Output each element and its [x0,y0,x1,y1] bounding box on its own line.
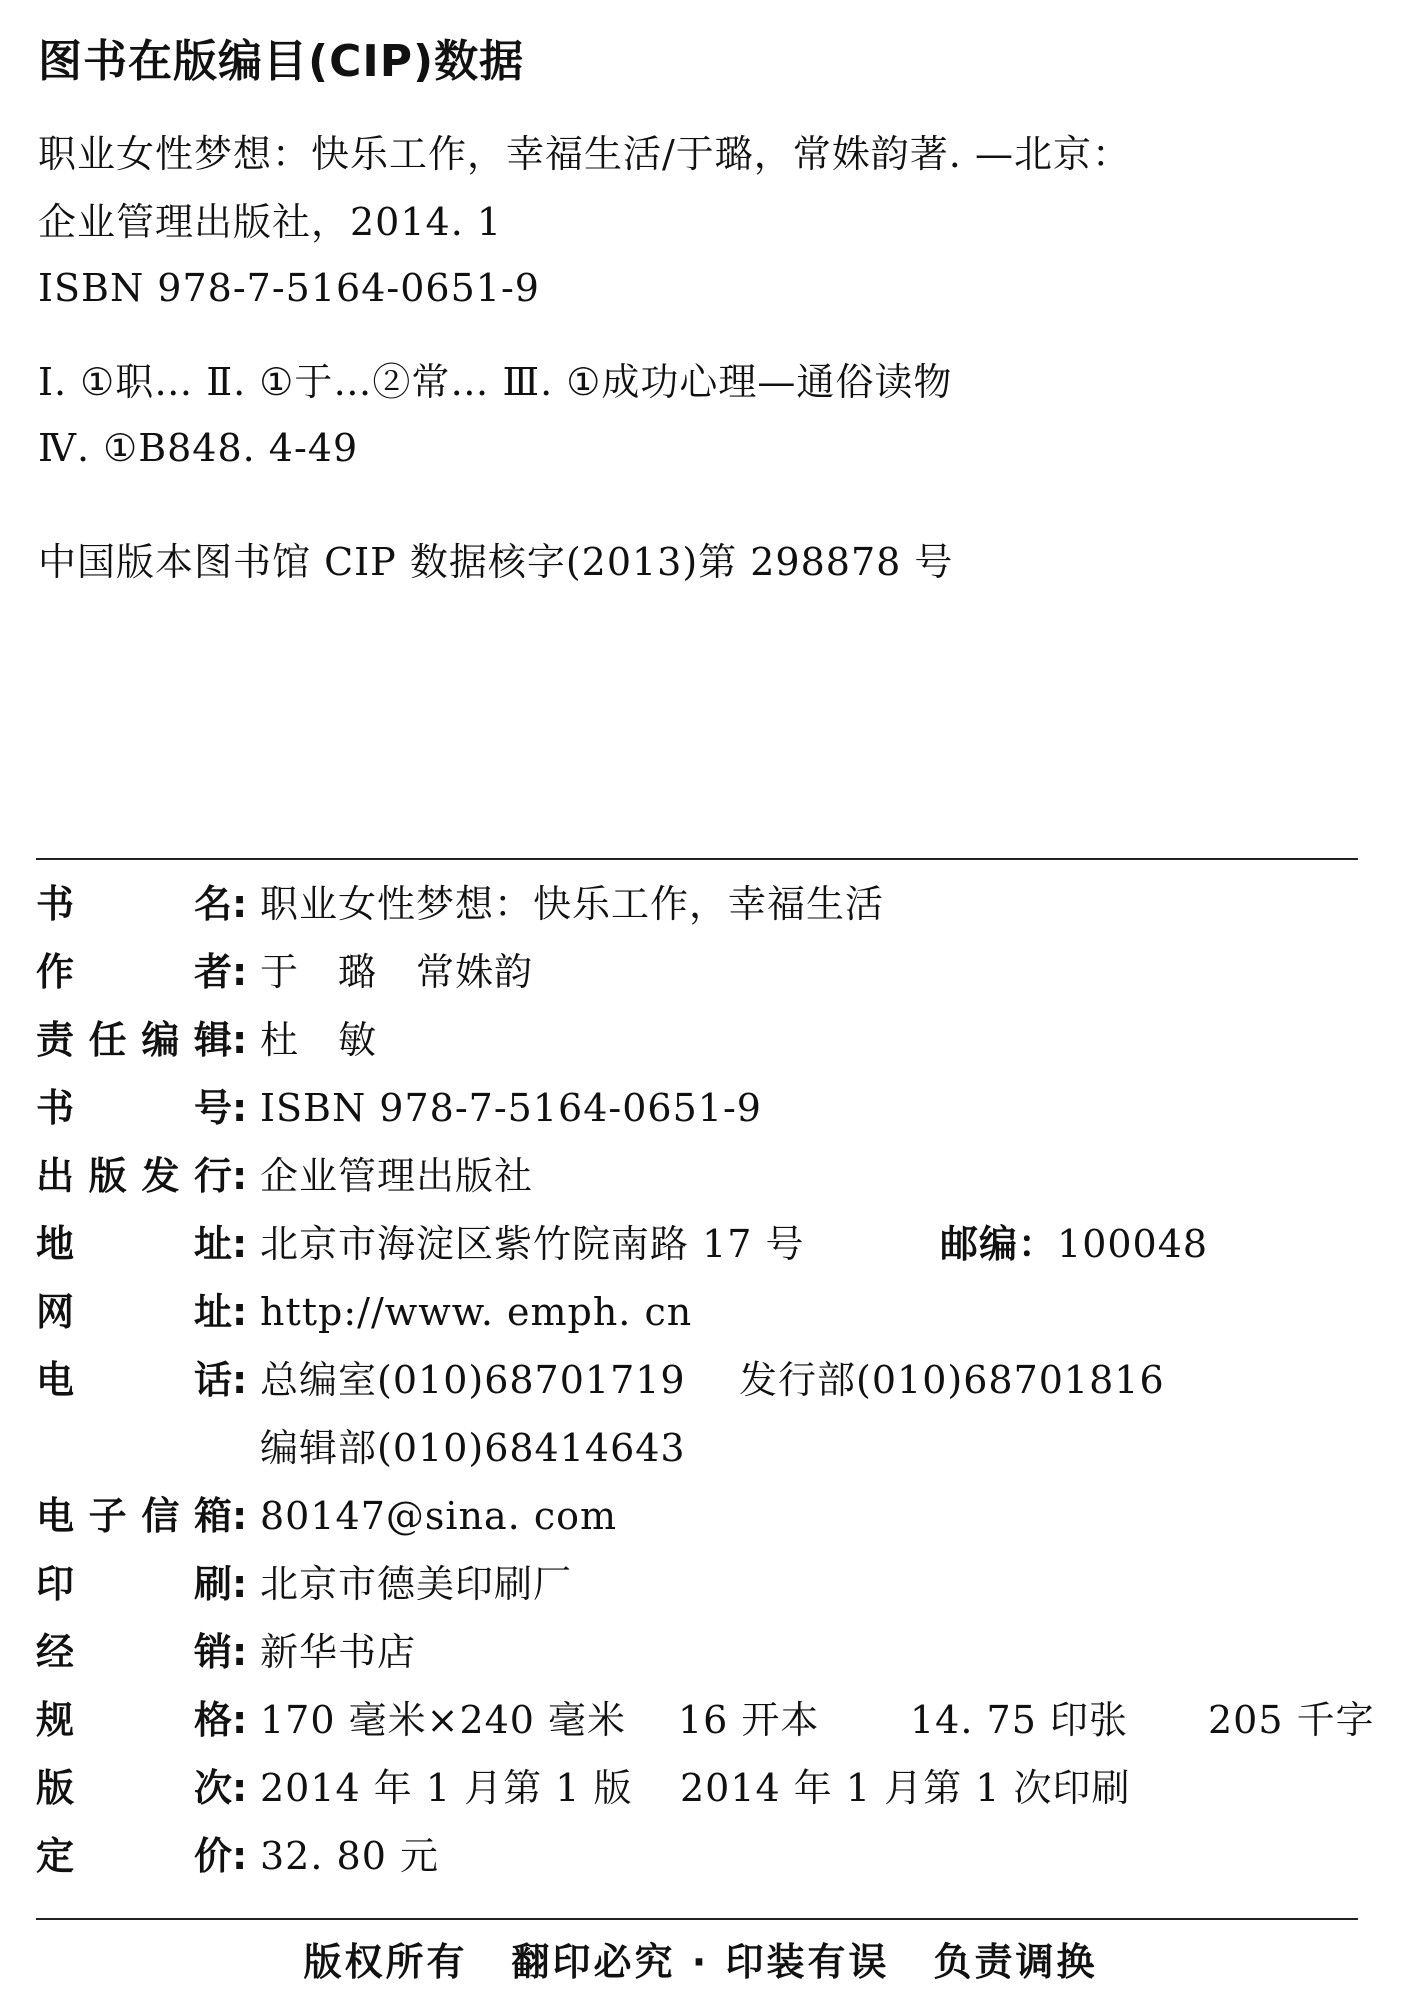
author-value: 于 璐 常姝韵 [260,950,534,994]
spec-sheets: 14. 75 印张 [910,1698,1128,1742]
book-number-value: ISBN 978-7-5164-0651-9 [260,1086,762,1130]
phone-edit-number: (010)68414643 [377,1426,686,1470]
info-row-address: 地 址 : 北京市海淀区紫竹院南路 17 号 邮编：100048 [36,1210,1366,1278]
book-number-label: 书 号 [36,1086,232,1130]
printing-value: 2014 年 1 月第 1 次印刷 [680,1766,1131,1810]
info-row-author: 作 者 : 于 璐 常姝韵 [36,938,1366,1006]
rights-text: 版权所有 [303,1940,468,1984]
printer-label: 印 刷 [36,1562,232,1606]
publication-info [36,870,1375,1890]
postcode-value: 100048 [1057,1222,1209,1266]
info-row-book-name: 书 名 : 职业女性梦想：快乐工作，幸福生活 [36,870,1366,938]
info-row-website: 网 址 : http://www. emph. cn [36,1278,1366,1346]
website-value: http://www. emph. cn [260,1290,693,1334]
cip-line-class-number: Ⅳ. ①B848. 4-49 [38,426,359,470]
phone-office-number: (010)68701719 [377,1358,686,1402]
editor-label: 责 任 编 辑 [36,1018,232,1062]
info-row-spec: 规 格 : 170 毫米×240 毫米 16 开本 14. 75 印张 205 千字 [36,1686,1366,1754]
info-row-distributor: 经 销 : 新华书店 [36,1618,1366,1686]
distributor-value: 新华书店 [260,1630,417,1674]
info-row-edition: 版 次 : 2014 年 1 月第 1 版 2014 年 1 月第 1 次印刷 [36,1754,1366,1822]
info-row-printer: 印 刷 : 北京市德美印刷厂 [36,1550,1366,1618]
spec-words: 205 千字 [1208,1698,1375,1742]
website-label: 网 址 [36,1290,232,1334]
printer-value: 北京市德美印刷厂 [260,1562,573,1606]
cip-line-isbn: ISBN 978-7-5164-0651-9 [38,266,540,310]
info-row-phone-2 [36,1414,1366,1482]
spec-label: 规 格 [36,1698,232,1742]
address-value: 北京市海淀区紫竹院南路 17 号 [260,1222,805,1266]
phone-edit-label: 编辑部 [260,1426,378,1470]
address-label: 地 址 [36,1222,232,1266]
piracy-text: 翻印必究 · 印装有误 [511,1940,890,1984]
edition-label: 版 次 [36,1766,232,1810]
book-name-label: 书 名 [36,882,232,926]
distributor-label: 经 销 [36,1630,232,1674]
copyright-notice [0,1932,1401,1992]
cip-line-classification: Ⅰ. ①职… Ⅱ. ①于…②常… Ⅲ. ①成功心理—通俗读物 [38,360,953,404]
info-row-book-number: 书 号 : ISBN 978-7-5164-0651-9 [36,1074,1366,1142]
exchange-text: 负责调换 [933,1940,1098,1984]
info-row-email: 电 子 信 箱 : 80147@sina. com [36,1482,1366,1550]
cip-line-title-author: 职业女性梦想：快乐工作，幸福生活/于璐，常姝韵著. —北京： [38,132,1131,176]
info-row-editor: 责 任 编 辑 : 杜 敏 [36,1006,1366,1074]
spec-size: 170 毫米×240 毫米 [260,1698,627,1742]
info-row-price: 定 价 : 32. 80 元 [36,1822,1366,1890]
phone-dist-number: (010)68701816 [856,1358,1165,1402]
email-value: 80147@sina. com [260,1494,618,1538]
spec-format: 16 开本 [678,1698,820,1742]
phone-label: 电 话 [36,1358,232,1402]
edition-value: 2014 年 1 月第 1 版 [260,1766,633,1810]
phone-dist-label: 发行部 [739,1358,857,1402]
top-divider [36,858,1358,860]
postcode-label: 邮编： [940,1222,1058,1266]
cip-line-record-number: 中国版本图书馆 CIP 数据核字(2013)第 298878 号 [38,540,954,584]
info-row-phone: 电 话 : 总编室(010)68701719 发行部(010)68701816 [36,1346,1366,1414]
price-label: 定 价 [36,1834,232,1878]
publisher-value: 企业管理出版社 [260,1154,534,1198]
price-value: 32. 80 元 [260,1834,439,1878]
editor-value: 杜 敏 [260,1018,378,1062]
publisher-label: 出 版 发 行 [36,1154,232,1198]
cip-line-publisher: 企业管理出版社，2014. 1 [38,200,503,244]
book-name-value: 职业女性梦想：快乐工作，幸福生活 [260,882,885,926]
email-label: 电 子 信 箱 [36,1494,232,1538]
cip-title: 图书在版编目(CIP)数据 [38,36,525,87]
bottom-divider [36,1918,1358,1920]
phone-office-label: 总编室 [260,1358,378,1402]
author-label: 作 者 [36,950,232,994]
info-row-publisher: 出 版 发 行 : 企业管理出版社 [36,1142,1366,1210]
